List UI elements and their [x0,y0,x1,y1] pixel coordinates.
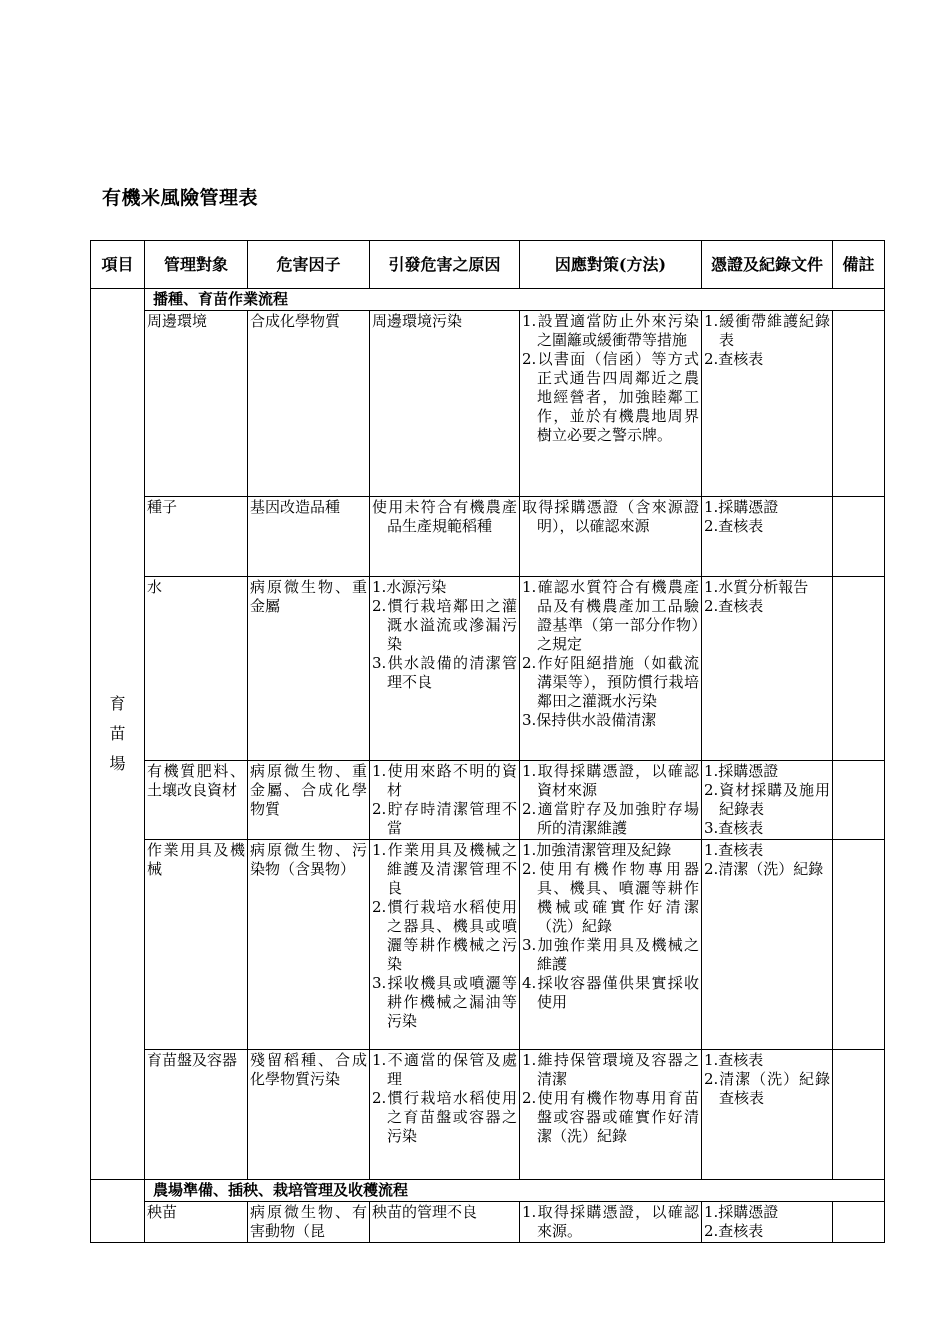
list-item: 取得採購憑證（含來源證明），以確認來源 [522,498,699,535]
list-item: 2.以書面（信函）等方式正式通告四周鄰近之農地經營者，加強睦鄰工作，並於有機農地周界樹立必要之警示牌。 [522,350,699,444]
list-item: 2.慣行栽培水稻使用之育苗盤或容器之污染 [372,1089,517,1145]
note-cell [833,497,885,577]
header-target: 管理對象 [145,241,248,289]
list-item: 1.採購憑證 [704,762,779,780]
list-item: 1.緩衝帶維護紀錄表 [704,312,830,349]
note-cell [833,1050,885,1180]
table-row [91,497,885,577]
docs-cell-list [704,841,830,879]
list-item: 2.資材採購及施用紀錄表 [704,781,830,818]
note-cell [833,577,885,761]
measure-cell [520,1050,702,1180]
list-item: 1.確認水質符合有機農產品及有機農產加工品驗證基準（第一部分作物）之規定 [522,578,699,653]
docs-cell [702,1202,833,1243]
table-row [91,311,885,497]
measure-cell [520,577,702,761]
list-item: 1.使用來路不明的資材 [372,762,517,799]
measure-cell-list [522,1051,699,1146]
list-item: 2.查核表 [704,597,764,615]
list-item: 1.查核表 [704,1051,764,1069]
cause-cell [370,497,520,577]
list-item: 3.採收機具或噴灑等耕作機械之漏油等污染 [372,974,517,1030]
measure-cell [520,1202,702,1243]
hazard-cell: 病原微生物、有害動物（昆 [248,1202,370,1243]
target-cell: 周邊環境 [145,311,248,497]
list-item: 3.供水設備的清潔管理不良 [372,654,517,691]
measure-cell-list [522,1203,699,1241]
docs-cell [702,577,833,761]
cause-cell [370,1050,520,1180]
docs-cell [702,761,833,840]
hazard-cell: 病原微生物、重金屬、合成化學物質 [248,761,370,840]
section-nursery [91,289,885,1180]
hazard-cell: 合成化學物質 [248,311,370,497]
list-item: 1.維持保管環境及容器之清潔 [522,1051,699,1088]
table-row [91,840,885,1050]
measure-cell [520,311,702,497]
note-cell [833,311,885,497]
docs-cell-list [704,578,830,616]
cause-cell [370,1202,520,1243]
target-cell: 水 [145,577,248,761]
list-item: 1.不適當的保管及處理 [372,1051,517,1088]
list-item: 使用未符合有機農產品生產規範稻種 [372,498,517,535]
list-item: 3.保持供水設備清潔 [522,711,657,729]
list-item: 周邊環境污染 [372,312,463,330]
cause-cell-list [372,1203,517,1222]
list-item: 1.水質分析報告 [704,578,809,596]
list-item: 2.查核表 [704,1222,764,1240]
docs-cell [702,840,833,1050]
target-cell: 秧苗 [145,1202,248,1243]
header-item: 項目 [91,241,145,289]
cause-cell-list [372,578,517,692]
list-item: 2.貯存時清潔管理不當 [372,800,517,837]
list-item: 1.查核表 [704,841,764,859]
target-cell: 作業用具及機械 [145,840,248,1050]
list-item: 1.取得採購憑證，以確認來源。 [522,1203,699,1240]
cause-cell-list [372,1051,517,1146]
area-char: 苗 [109,724,126,743]
header-hazard: 危害因子 [248,241,370,289]
list-item: 1.採購憑證 [704,498,779,516]
list-item: 秧苗的管理不良 [372,1203,478,1221]
list-item: 1.作業用具及機械之維護及清潔管理不良 [372,841,517,897]
list-item: 2.適當貯存及加強貯存場所的清潔維護 [522,800,699,837]
list-item: 4.採收容器僅供果實採收使用 [522,974,699,1011]
measure-cell-list [522,762,699,838]
docs-cell-list [704,312,830,369]
docs-cell-list [704,498,830,536]
area-cell [91,289,145,1180]
cause-cell [370,577,520,761]
document-title: 有機米風險管理表 [102,187,259,209]
target-cell: 育苗盤及容器 [145,1050,248,1180]
hazard-cell: 殘留稻種、合成化學物質污染 [248,1050,370,1180]
hazard-cell: 基因改造品種 [248,497,370,577]
measure-cell-list [522,312,699,445]
area-cell [91,1180,145,1243]
measure-cell [520,497,702,577]
list-item: 2.慣行栽培水稻使用之器具、機具或噴灑等耕作機械之污染 [372,898,517,973]
table-row [91,577,885,761]
header-docs: 憑證及紀錄文件 [702,241,833,289]
docs-cell-list [704,762,830,838]
docs-cell-list [704,1051,830,1108]
header-measure: 因應對策(方法) [520,241,702,289]
cause-cell-list [372,498,517,536]
area-label [93,689,142,779]
table-row [91,1050,885,1180]
list-item: 1.加強清潔管理及紀錄 [522,841,672,859]
list-item: 1.採購憑證 [704,1203,779,1221]
cause-cell [370,840,520,1050]
cause-cell-list [372,762,517,838]
list-item: 3.查核表 [704,819,764,837]
table-header-row [91,241,885,289]
section-label: 農場準備、插秧、栽培管理及收穫流程 [145,1180,885,1202]
section-row [91,1180,885,1202]
cause-cell-list [372,841,517,1031]
docs-cell [702,1050,833,1180]
measure-cell-list [522,498,699,536]
list-item: 1.水源污染 [372,578,447,596]
note-cell [833,840,885,1050]
list-item: 2.清潔（洗）紀錄 [704,860,824,878]
note-cell [833,761,885,840]
measure-cell [520,761,702,840]
risk-management-table [90,240,885,1243]
cause-cell [370,311,520,497]
header-cause: 引發危害之原因 [370,241,520,289]
cause-cell [370,761,520,840]
area-char: 育 [109,694,126,713]
header-note: 備註 [833,241,885,289]
section-label: 播種、育苗作業流程 [145,289,885,311]
target-cell: 有機質肥料、土壤改良資材 [145,761,248,840]
list-item: 2.慣行栽培鄰田之灌溉水溢流或滲漏污染 [372,597,517,653]
table-row [91,1202,885,1243]
docs-cell [702,311,833,497]
section-row [91,289,885,311]
list-item: 1.取得採購憑證，以確認資材來源 [522,762,699,799]
hazard-cell: 病原微生物、污染物（含異物） [248,840,370,1050]
cause-cell-list [372,312,517,331]
measure-cell-list [522,578,699,730]
section-field [91,1180,885,1243]
note-cell [833,1202,885,1243]
measure-cell [520,840,702,1050]
table-row [91,761,885,840]
hazard-cell: 病原微生物、重金屬 [248,577,370,761]
list-item: 2.清潔（洗）紀錄查核表 [704,1070,830,1107]
list-item: 2.查核表 [704,350,764,368]
list-item: 2.使用有機作物專用育苗盤或容器或確實作好清潔（洗）紀錄 [522,1089,699,1145]
list-item: 2.作好阻絕措施（如截流溝渠等），預防慣行栽培鄰田之灌溉水污染 [522,654,699,710]
target-cell: 種子 [145,497,248,577]
measure-cell-list [522,841,699,1012]
docs-cell-list [704,1203,830,1241]
list-item: 2.使用有機作物專用器具、機具、噴灑等耕作機械或確實作好清潔（洗）紀錄 [522,860,699,935]
list-item: 1.設置適當防止外來污染之圍籬或緩衝帶等措施 [522,312,699,349]
area-char: 場 [109,754,126,773]
docs-cell [702,497,833,577]
list-item: 2.查核表 [704,517,764,535]
list-item: 3.加強作業用具及機械之維護 [522,936,699,973]
